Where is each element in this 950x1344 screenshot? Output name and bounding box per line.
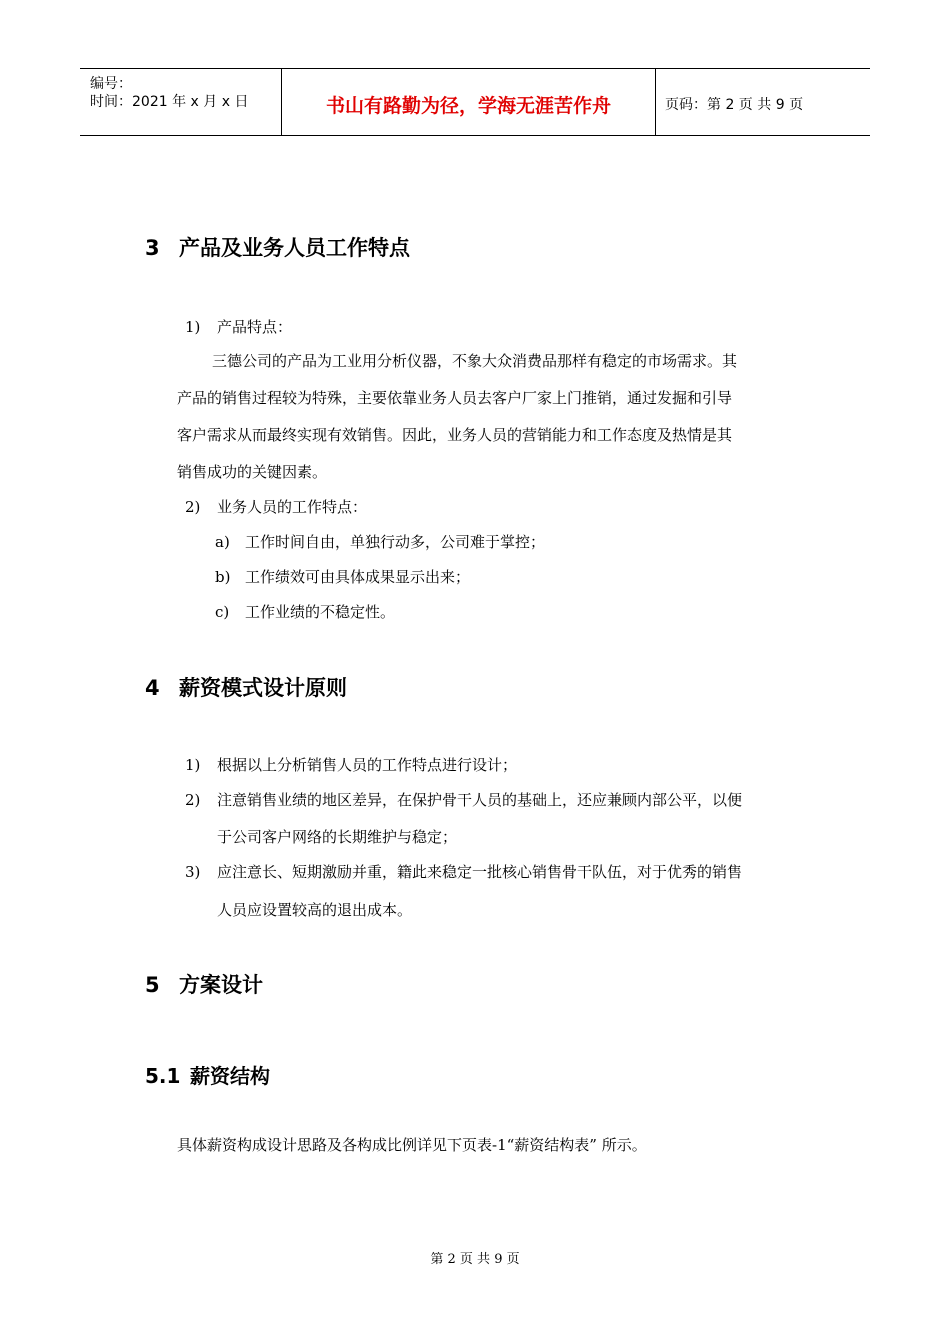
s3-paragraph-line: 销售成功的关键因素。 [177, 463, 328, 481]
code-label: 编号： [90, 76, 132, 92]
s4-item-label: 3) [185, 863, 201, 881]
s4-item-2 [185, 789, 742, 810]
s3-item-2 [185, 496, 367, 517]
s4-item-3-continuation: 人员应设置较高的退出成本。 [217, 901, 413, 919]
s3-item-2-label: 2) [185, 498, 201, 516]
section-5-title: 方案设计 [179, 973, 263, 997]
section-5-number: 5 [145, 973, 160, 997]
s3-item-1-text: 产品特点： [217, 318, 293, 336]
date-label: 时间：2021 年 x 月 x 日 [90, 94, 249, 110]
motto-text: 书山有路勤为径，学海无涯苦作舟 [325, 95, 611, 117]
s3-paragraph-line: 三德公司的产品为工业用分析仪器，不象大众消费品那样有稳定的市场需求。其 [212, 352, 738, 370]
s3-sub-item-label: a) [215, 533, 230, 551]
s51-paragraph: 具体薪资构成设计思路及各构成比例详见下页表-1“薪资结构表” 所示。 [177, 1136, 647, 1154]
section-5-heading [145, 969, 263, 999]
s4-item-3 [185, 861, 742, 882]
s3-paragraph-line: 客户需求从而最终实现有效销售。因此，业务人员的营销能力和工作态度及热情是其 [177, 426, 733, 444]
section-4-title: 薪资模式设计原则 [179, 676, 347, 700]
document-header [80, 68, 870, 136]
s3-sub-item-a [215, 531, 545, 552]
section-3-title: 产品及业务人员工作特点 [179, 236, 410, 260]
s3-sub-item-text: 工作业绩的不稳定性。 [245, 603, 396, 621]
s4-item-2-continuation: 于公司客户网络的长期维护与稳定； [217, 828, 458, 846]
s3-sub-item-label: b) [215, 568, 231, 586]
s3-item-1-label: 1) [185, 318, 201, 336]
header-right-cell [655, 69, 870, 135]
s4-item-label: 2) [185, 791, 201, 809]
s4-item-text: 应注意长、短期激励并重，籍此来稳定一批核心销售骨干队伍，对于优秀的销售 [217, 863, 743, 881]
s3-paragraph-line: 产品的销售过程较为特殊，主要依靠业务人员去客户厂家上门推销，通过发掘和引导 [177, 389, 733, 407]
section-5-1-heading [145, 1060, 270, 1089]
s3-sub-item-c [215, 601, 395, 622]
page-footer: 第 2 页 共 9 页 [430, 1252, 520, 1267]
s4-item-text: 根据以上分析销售人员的工作特点进行设计； [217, 756, 518, 774]
s3-item-1 [185, 316, 292, 337]
section-3-heading [145, 232, 410, 262]
s3-sub-item-label: c) [215, 603, 230, 621]
header-left-cell [80, 69, 280, 135]
s3-sub-item-b [215, 566, 470, 587]
s3-sub-item-text: 工作时间自由，单独行动多，公司难于掌控； [245, 533, 546, 551]
s4-item-text: 注意销售业绩的地区差异，在保护骨干人员的基础上，还应兼顾内部公平，以便 [217, 791, 743, 809]
s4-item-1 [185, 754, 517, 775]
s4-item-label: 1) [185, 756, 201, 774]
s3-sub-item-text: 工作绩效可由具体成果显示出来； [245, 568, 471, 586]
section-3-number: 3 [145, 236, 160, 260]
section-4-number: 4 [145, 676, 160, 700]
header-middle-cell [281, 69, 656, 135]
header-page-label: 页码：第 2 页 共 9 页 [665, 97, 804, 113]
section-4-heading [145, 672, 347, 702]
s3-item-2-text: 业务人员的工作特点： [217, 498, 368, 516]
section-5-1-title: 薪资结构 [190, 1064, 270, 1088]
section-5-1-number: 5.1 [145, 1064, 181, 1088]
